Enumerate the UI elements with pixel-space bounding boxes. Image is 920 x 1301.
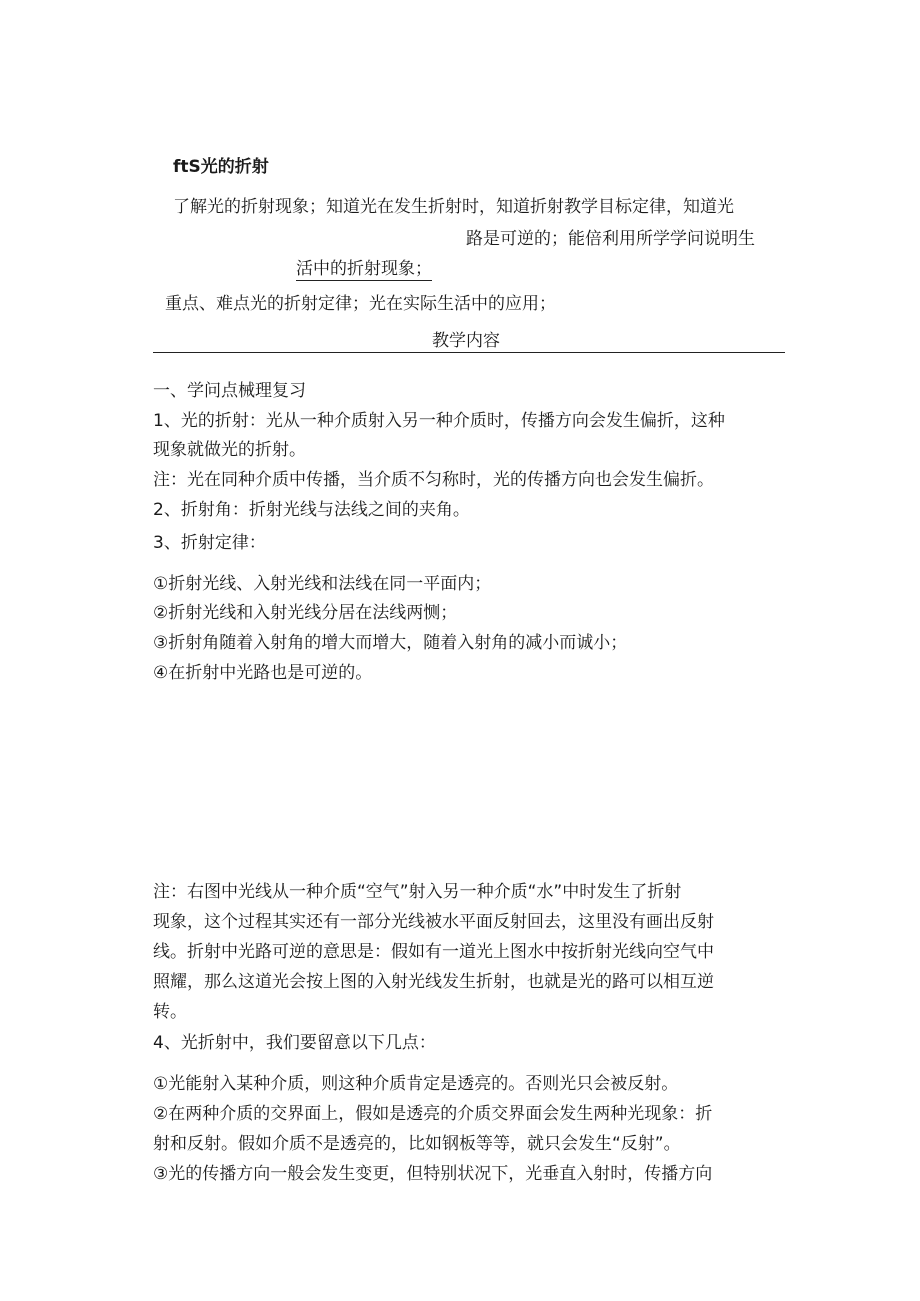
notes-4-point-3-line-1: ③光的传播方向一般会发生变更，但特别状况下，光垂直入射时，传播方向 [153,1164,713,1184]
notes-4-point-2-line-1: ②在两种介质的交界面上，假如是透亮的介质交界面会发生两种光现象：折 [153,1104,713,1124]
item-1-line-2: 现象就做光的折射。 [153,440,306,460]
figure-note-line-4: 照耀，那么这道光会按上图的入射光线发生折射，也就是光的路可以相互逆 [153,972,714,992]
law-4: ④在折射中光路也是可逆的。 [153,663,373,683]
figure-note-line-2: 现象，这个过程其实还有一部分光线被水平面反射回去，这里没有画出反射 [153,912,714,932]
item-3: 3、折射定律： [153,533,266,553]
figure-note-line-5: 转。 [153,1002,187,1022]
law-2: ②折射光线和入射光线分居在法线两恻； [153,603,458,623]
lesson-title: ftS光的折射 [173,157,269,177]
notes-4-point-1: ①光能射入某种介质，则这种介质肯定是透亮的。否则光只会被反射。 [153,1074,679,1094]
figure-note-line-3: 线。折射中光路可逆的意思是：假如有一道光上图水中按折射光线向空气中 [153,942,714,962]
figure-note-line-1: 注：右图中光线从一种介质“空气”射入另一种介质“水”中时发生了折射 [153,882,682,902]
objective-line-1: 了解光的折射现象；知道光在发生折射时，知道折射教学目标定律，知道光 [173,197,734,217]
objective-line-3 [296,259,432,279]
notes-4-point-2-line-2: 射和反射。假如介质不是透亮的，比如钢板等等，就只会发生“反射”。 [153,1134,681,1154]
heading-divider [153,352,785,353]
key-points: 重点、难点光的折射定律；光在实际生活中的应用； [165,294,556,314]
objective-line-2: 路是可逆的；能倍利用所学学问说明生 [466,229,755,249]
law-3: ③折射角随着入射角的增大而增大，随着入射角的减小而诚小； [153,633,628,653]
note-1: 注：光在同种介质中传播，当介质不匀称时，光的传播方向也会发生偏折。 [153,470,714,490]
objective-line-3-text: 活中的折射现象； [296,259,432,279]
item-2: 2、折射角：折射光线与法线之间的夹角。 [153,500,470,520]
law-1: ①折射光线、入射光线和法线在同一平面内； [153,574,492,594]
review-section-title: 一、学问点械理复习 [153,381,306,401]
item-1-line-1: 1、光的折射：光从一种介质射入另一种介质时，传播方向会发生偏折，这种 [153,411,725,431]
content-heading: 教学内容 [432,331,500,351]
notes-4-heading: 4、光折射中，我们要留意以下几点： [153,1033,436,1053]
